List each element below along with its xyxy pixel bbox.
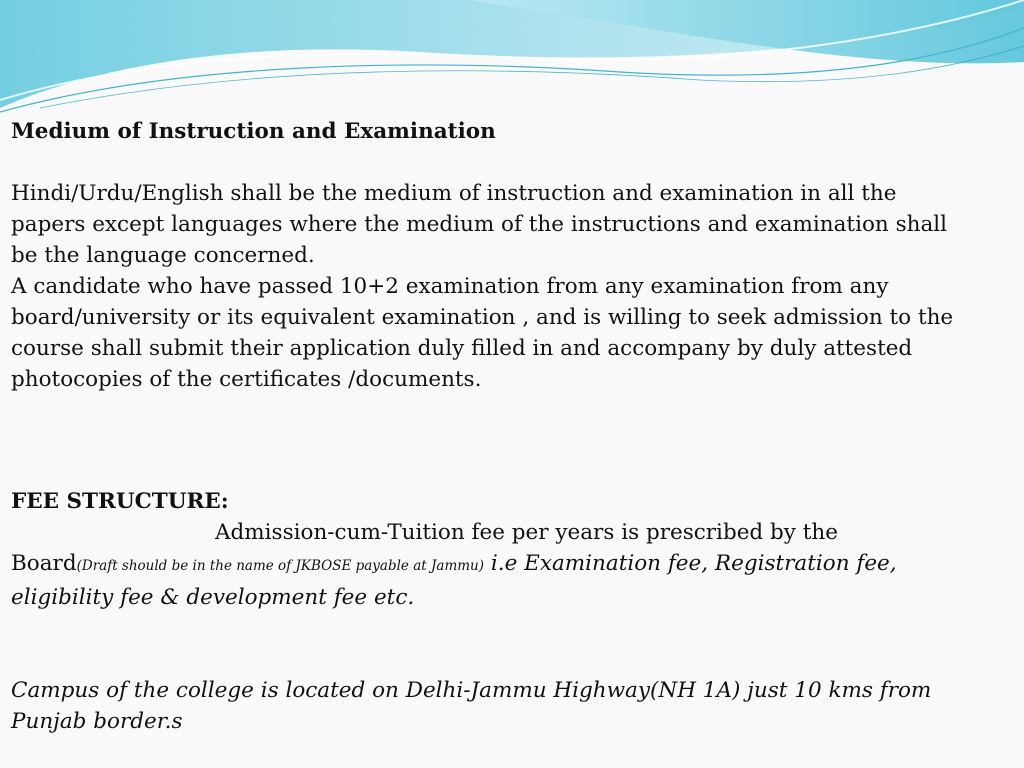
wave-header-decoration (0, 0, 1024, 120)
spacer (11, 395, 961, 486)
spacer (11, 613, 961, 675)
campus-location-text: Campus of the college is located on Delhi-Jammu Highway(NH 1A) just 10 kms from Punjab border.s (11, 678, 932, 734)
spacer (11, 147, 961, 178)
fee-details (11, 548, 961, 613)
admission-paragraph: A candidate who have passed 10+2 examination from any examination from any board/university or its equivalent examination , and is willing to seek admission to the course shall submit their application duly filled in and accompany by duly attested photocopies of the certificates /documents. (11, 274, 954, 392)
slide-content (11, 116, 961, 737)
fee-line: Admission-cum-Tuition fee per years is prescribed by the (215, 520, 838, 545)
fees-list: i.e Examination fee, Registration fee, eligibility fee & development fee etc. (11, 551, 897, 610)
section-heading: Medium of Instruction and Examination (11, 119, 496, 144)
fee-structure-heading: FEE STRUCTURE: (11, 489, 229, 514)
medium-paragraph: Hindi/Urdu/English shall be the medium of instruction and examination in all the papers except languages where the medium of the instructions and examination shall be the language concerned. (11, 181, 948, 268)
board-text: Board (11, 551, 77, 576)
draft-note: (Draft should be in the name of JKBOSE payable at Jammu) (76, 558, 485, 574)
